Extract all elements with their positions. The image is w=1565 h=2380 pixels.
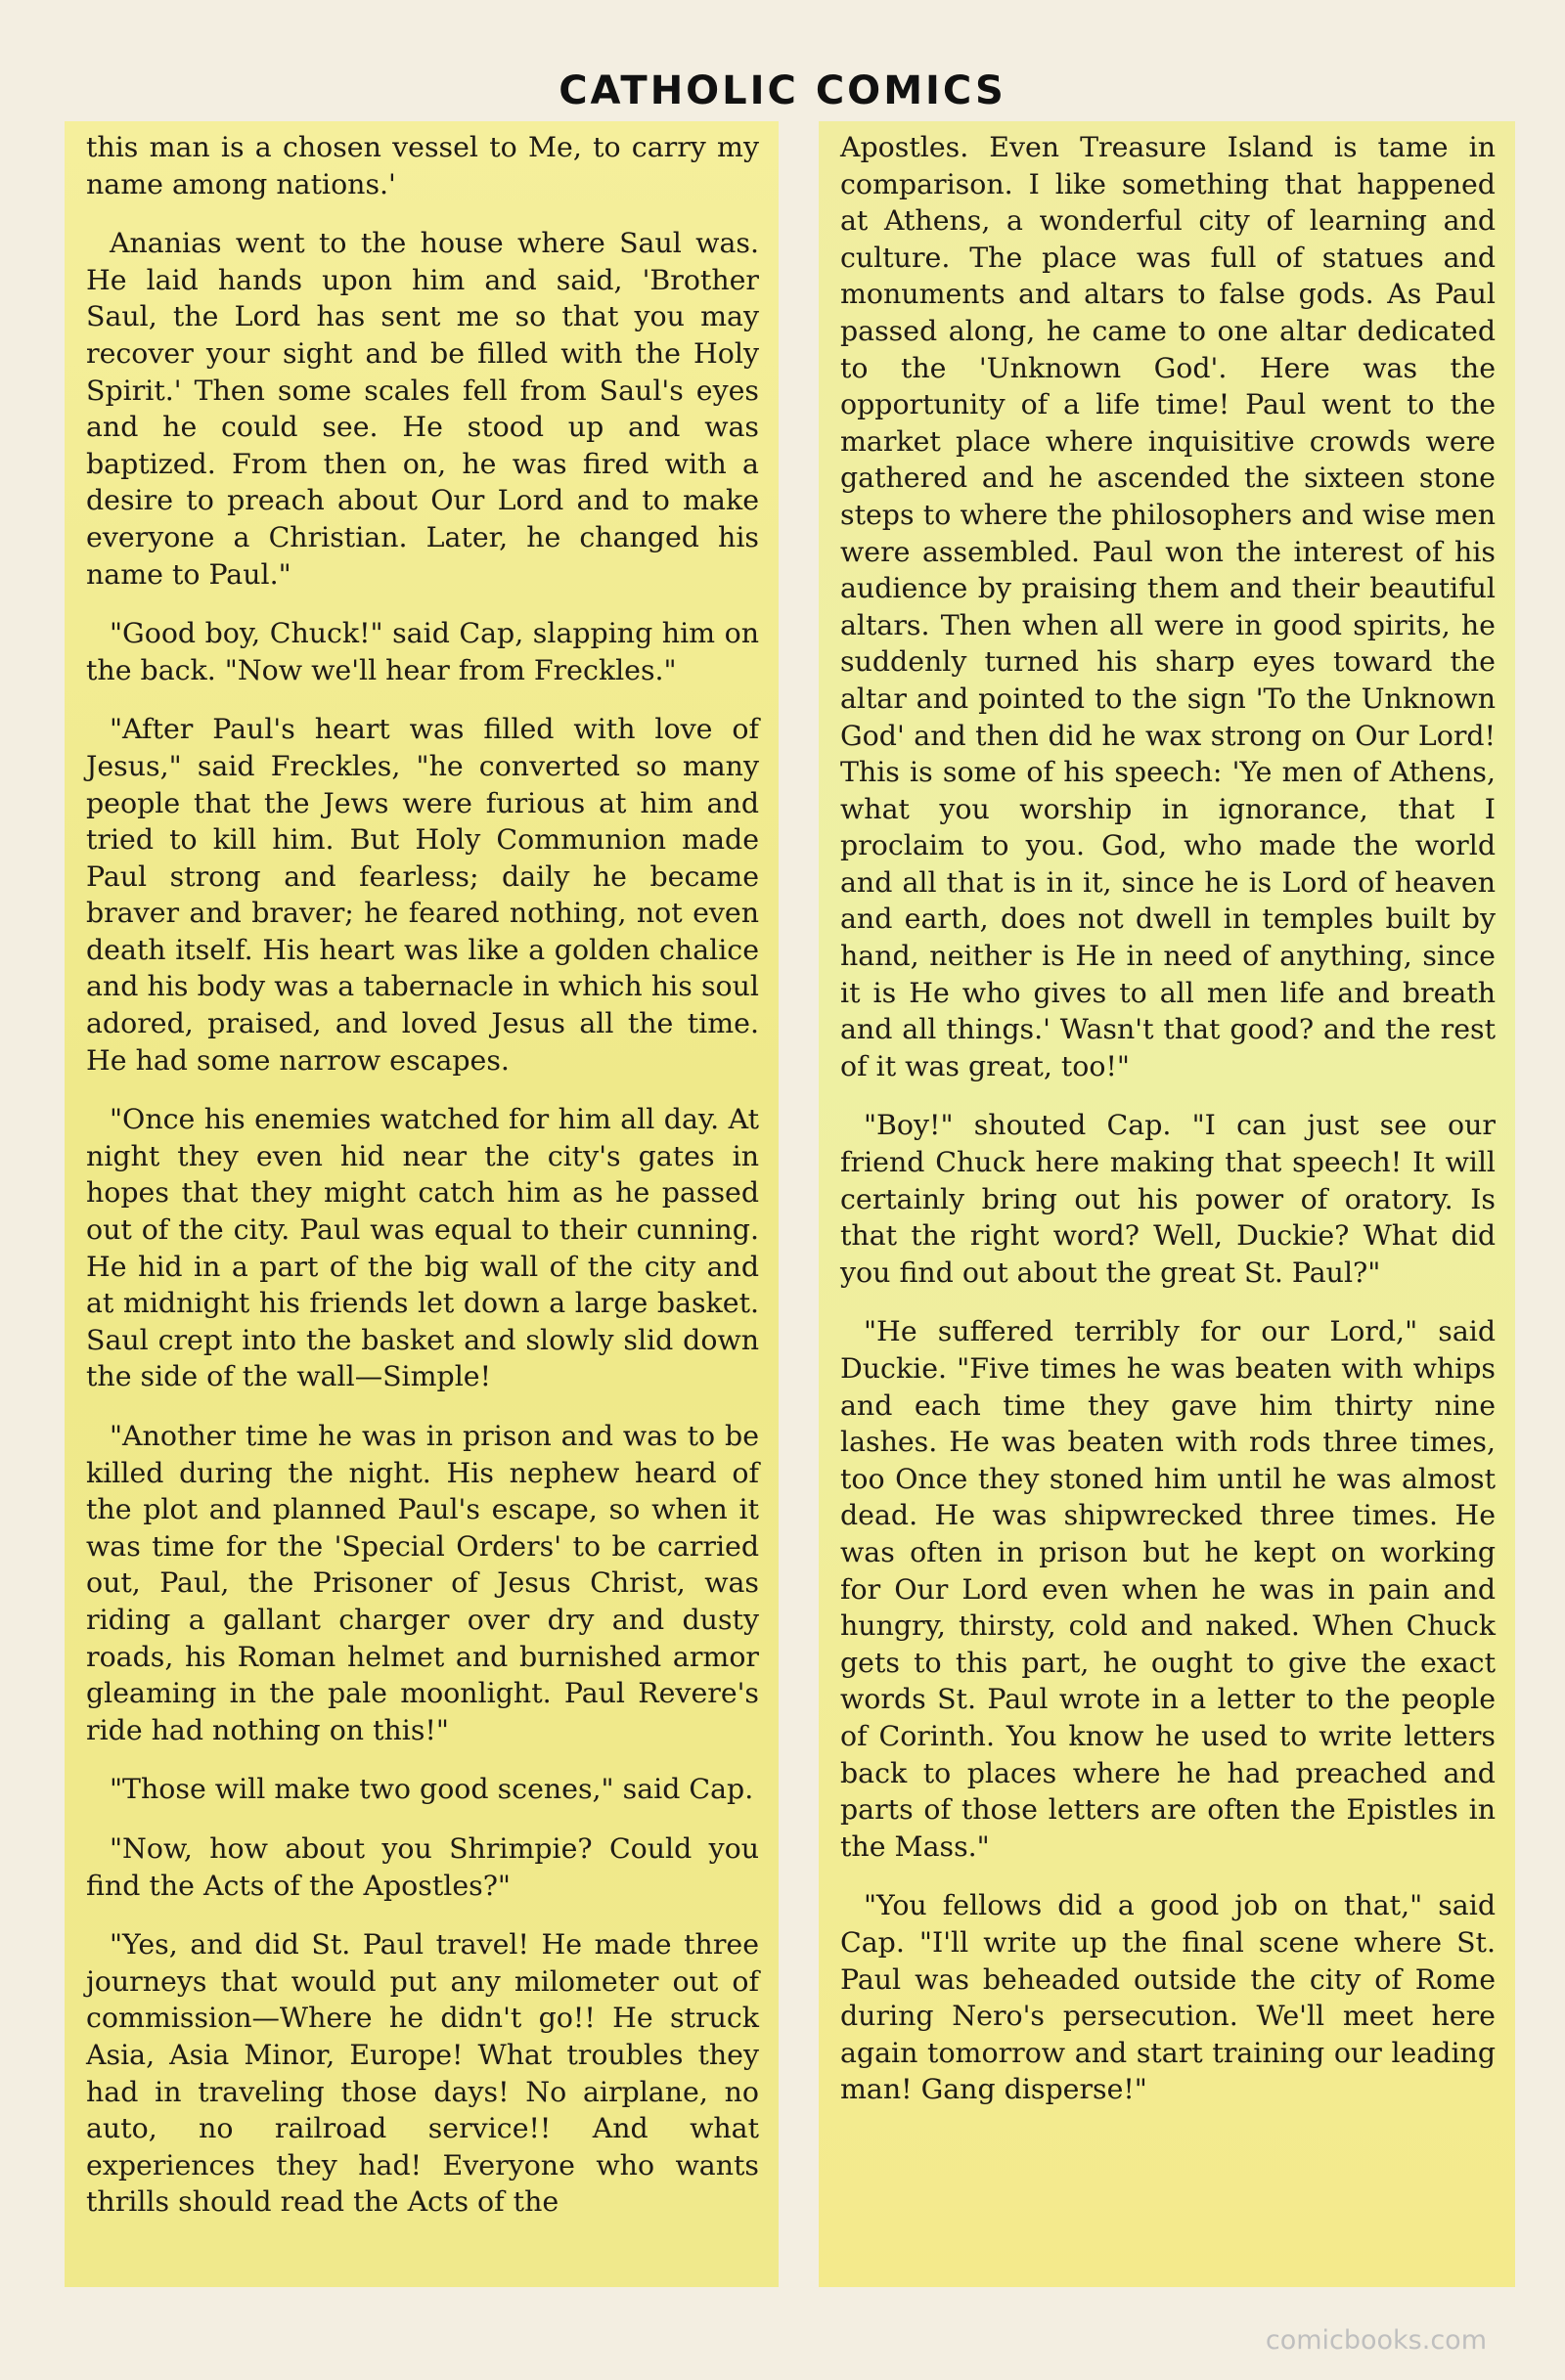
paragraph: "Another time he was in prison and was to be killed during the night. His nephew heard of the plot and planned Paul's escape, so when it was time for the 'Special Orders' to be carried out, Paul, the Prisoner of Jesus Christ, was riding a gallant charger over dry and dusty roads, his Roman helmet and burnished armor gleaming in the pale moonlight. Paul Revere's ride had nothing on this!" (86, 1420, 759, 1746)
paragraph: Ananias went to the house where Saul was. He laid hands upon him and said, 'Brother Saul, the Lord has sent me so that you may recover your sight and be filled with the Holy Spirit.' Then some scales fell from Saul's eyes and he could see. He stood up and was baptized. From then on, he was fired with a desire to preach about Our Lord and to make everyone a Christian. Later, he changed his name to Paul." (86, 227, 759, 591)
left-text-column (65, 121, 779, 2287)
paragraph: "After Paul's heart was filled with love of Jesus," said Freckles, "he converted so many people that the Jews were furious at him and tried to kill him. But Holy Communion made Paul strong and fearless; daily he became braver and braver; he feared nothing, not even death itself. His heart was like a golden chalice and his body was a tabernacle in which his soul adored, praised, and loved Jesus all the time. He had some narrow escapes. (86, 713, 759, 1077)
paragraph: "Now, how about you Shrimpie? Could you find the Acts of the Apostles?" (86, 1831, 759, 1902)
paragraph: this man is a chosen vessel to Me, to carry my name among nations.' (86, 131, 759, 200)
right-text-column (819, 121, 1515, 2287)
paragraph: Apostles. Even Treasure Island is tame in comparison. I like something that happened at Athens, a wonderful city of learning and culture. The place was full of statues and monuments and altars to false gods. As Paul passed along, he came to one altar dedicated to the 'Unknown God'. Here was the opportunity of a life time! Paul went to the market place where inquisitive crowds were gathered and he ascended the sixteen stone steps to where the philosophers and wise men were assembled. Paul won the interest of his audience by praising them and their beautiful altars. Then when all were in good spirits, he suddenly turned his sharp eyes toward the altar and pointed to the sign 'To the Unknown God' and then did he wax strong on Our Lord! This is some of his speech: 'Ye men of Athens, what you worship in ignorance, that I proclaim to you. God, who made the world and all that is in it, since he is Lord of heaven and earth, does not dwell in temples built by hand, neither is He in need of anything, since it is He who gives to all men life and breath and all things.' Wasn't that good? and the rest of it was great, too!" (840, 131, 1496, 1082)
paragraph: "Those will make two good scenes," said Cap. (110, 1773, 754, 1806)
page-title: CATHOLIC COMICS (559, 68, 1006, 113)
paragraph: "Good boy, Chuck!" said Cap, slapping him on the back. "Now we'll hear from Freckles." (86, 617, 759, 686)
paragraph: "Yes, and did St. Paul travel! He made three journeys that would put any milometer out of commission—Where he didn't go!! He struck Asia, Asia Minor, Europe! What troubles they had in traveling those days! No airplane, no auto, no railroad service!! And what experiences they had! Everyone who wants thrills should read the Acts of the (86, 1928, 759, 2219)
paragraph: "Once his enemies watched for him all day. At night they even hid near the city's gates in hopes that they might catch him as he passed out of the city. Paul was equal to their cunning. He hid in a part of the big wall of the city and at midnight his friends let down a large basket. Saul crept into the basket and slowly slid down the side of the wall—Simple! (86, 1103, 759, 1393)
paragraph: "He suffered terribly for our Lord," said Duckie. "Five times he was beaten with whips and each time they gave him thirty nine lashes. He was beaten with rods three times, too Once they stoned him until he was almost dead. He was shipwrecked three times. He was often in prison but he kept on working for Our Lord even when he was in pain and hungry, thirsty, cold and naked. When Chuck gets to this part, he ought to give the exact words St. Paul wrote in a letter to the people of Corinth. You know he used to write letters back to places where he had preached and parts of those letters are often the Epistles in the Mass." (840, 1315, 1496, 1863)
paragraph: "You fellows did a good job on that," said Cap. "I'll write up the final scene where St. Paul was beheaded outside the city of Rome during Nero's persecution. We'll meet here again tomorrow and start training our leading man! Gang disperse!" (840, 1889, 1496, 2106)
watermark-text: comicbooks.com (1265, 2325, 1487, 2356)
paragraph: "Boy!" shouted Cap. "I can just see our friend Chuck here making that speech! It will certainly bring out his power of oratory. Is that the right word? Well, Duckie? What did you find out about the great St. Paul?" (840, 1109, 1496, 1289)
